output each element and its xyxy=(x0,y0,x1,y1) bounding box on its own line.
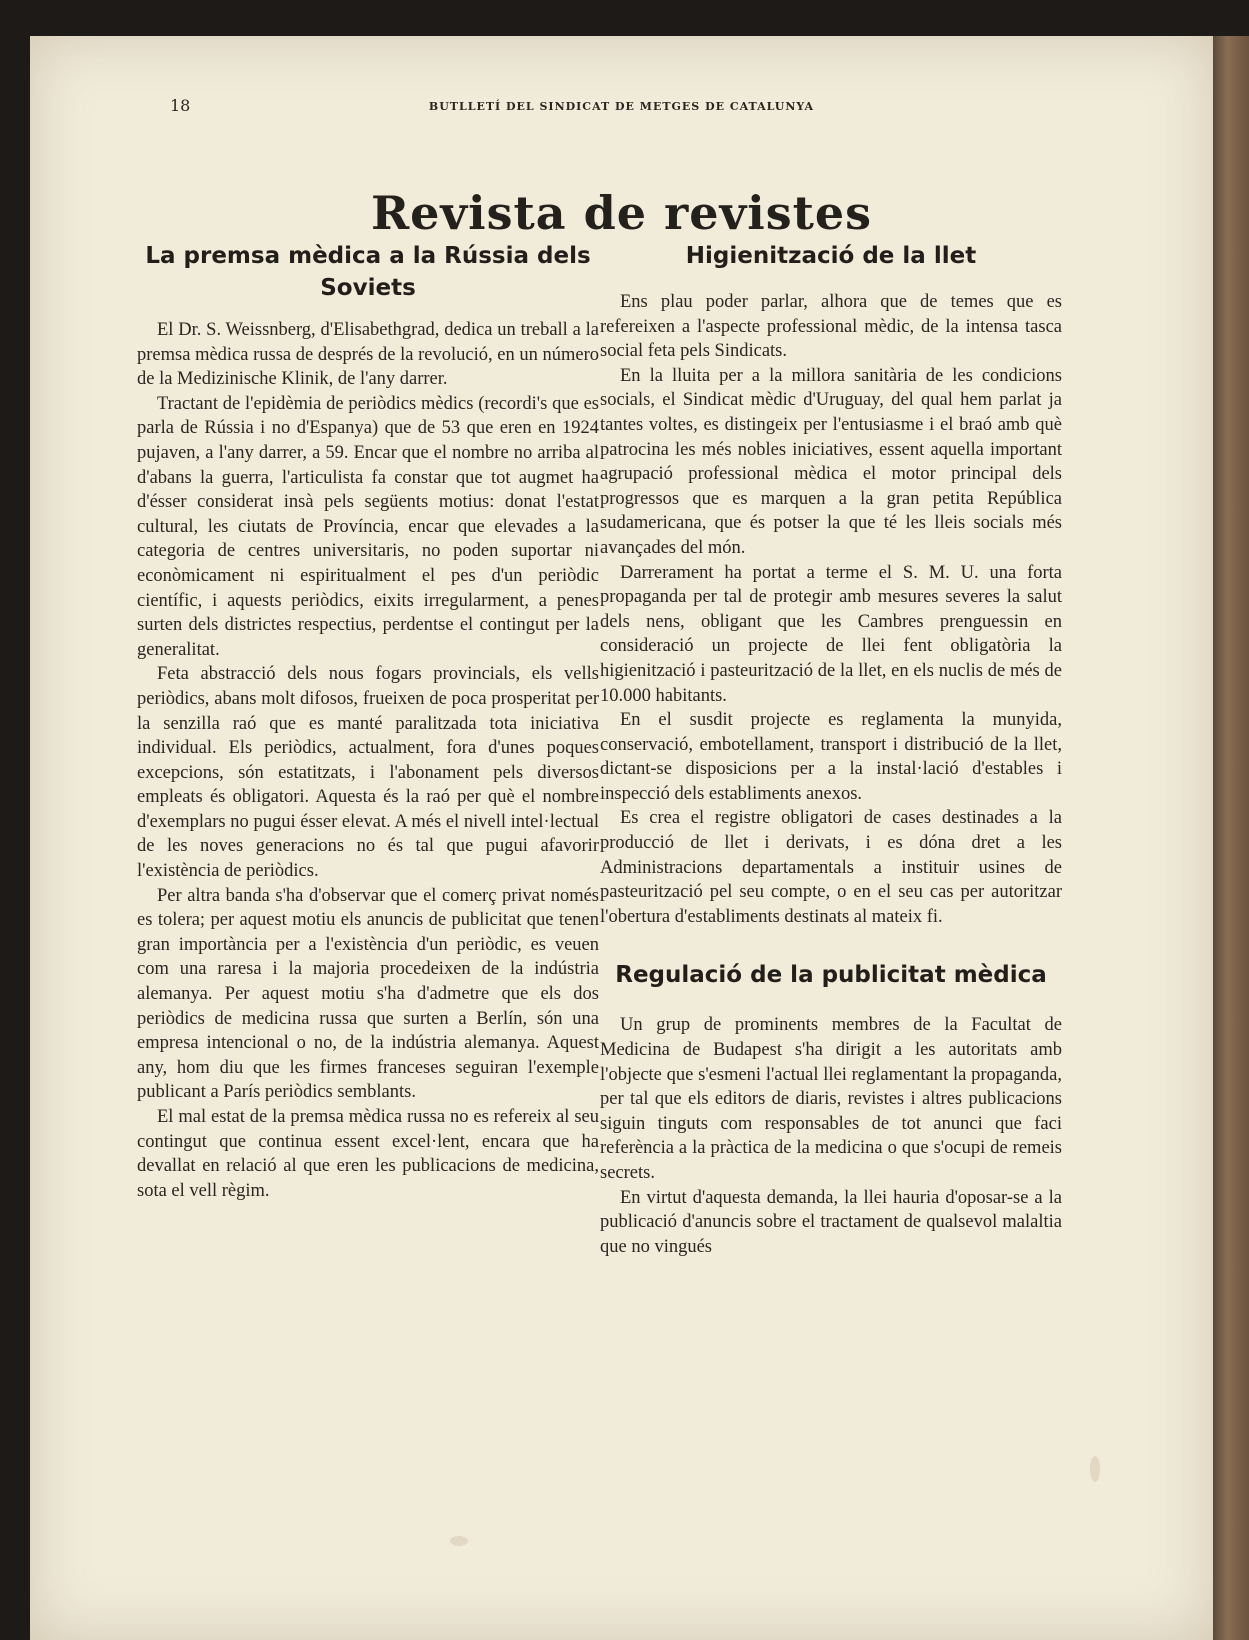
paragraph xyxy=(137,1105,599,1203)
paragraph-text: El mal estat de la premsa mèdica russa no es refereix al seu contingut que continua essent excel·lent, encara que ha devallat en relació al que eren les publicacions de medicina, sota el vell règim. xyxy=(137,1107,599,1201)
paragraph-text: En la lluita per a la millora sanitària de les condicions socials, el Sindicat mèdic d'Uruguay, del qual hem parlat ja tantes voltes, es distingeix per l'entusiasme i el braó amb què patrocina les més nobles iniciatives, essent aquella important agrupació professional mèdica el motor principal dels progressos que es marquen a la gran petita República sudamericana, que és potser la que té les lleis socials més avançades del món. xyxy=(600,365,1062,558)
paragraph-text: Es crea el registre obligatori de cases destinades a la producció de llet i derivats, i es dóna dret a les Administracions departamentals a instituir usines de pasteurització pel seu compte, o en el seu cas per autoritzar l'obertura d'establiments destinats al mateix fi. xyxy=(600,808,1062,927)
paper-spot xyxy=(450,1536,468,1546)
paragraph-text: El Dr. S. Weissnberg, d'Elisabethgrad, dedica un treball a la premsa mèdica russa de després de la revolució, en un número de la Medizinische Klinik, de l'any darrer. xyxy=(137,320,599,390)
paragraph-text: En virtut d'aquesta demanda, la llei hauria d'oposar-se a la publicació d'anuncis sobre el tractament de qualsevol malaltia que no vingués xyxy=(600,1187,1062,1257)
paragraph-text: Per altra banda s'ha d'observar que el comerç privat només es tolera; per aquest motiu els anuncis de publicitat que tenen gran importància per a l'existència d'un periòdic, es veuen com una raresa i la majoria procedeixen de la indústria alemanya. Per aquest motiu s'ha d'admetre que els dos periòdics de medicina russa que surten a Berlín, són una empresa intencional o no, de la indústria alemanya. Aquest any, hom diu que les firmes franceses seguiran l'exemple publicant a París periòdics semblants. xyxy=(137,885,599,1103)
paragraph-text: En el susdit projecte es reglamenta la munyida, conservació, embotellament, transport i distribució de la llet, dictant-se disposicions per a la instal·lació d'estables i inspecció dels establiments anexos. xyxy=(600,710,1062,804)
book-edge xyxy=(1213,36,1249,1640)
page-title: Revista de revistes xyxy=(370,186,873,240)
section-heading: La premsa mèdica a la Rússia dels Soviets xyxy=(145,243,591,301)
paragraph-text: Ens plau poder parlar, alhora que de temes que es refereixen a l'aspecte professional mèdic, de la intensa tasca social feta pels Sindicats. xyxy=(600,292,1062,362)
paragraph xyxy=(137,318,599,392)
paragraph xyxy=(137,662,599,883)
right-column xyxy=(600,240,1062,1259)
paragraph xyxy=(600,290,1062,364)
paragraph xyxy=(600,806,1062,929)
paragraph xyxy=(600,1013,1062,1185)
page-number: 18 xyxy=(170,96,191,115)
paragraph xyxy=(600,1186,1062,1260)
paragraph xyxy=(600,708,1062,806)
paragraph xyxy=(600,561,1062,709)
paper-spot xyxy=(1090,1456,1100,1482)
paragraph-text: Darrerament ha portat a terme el S. M. U. una forta propaganda per tal de protegir amb mesures severes la salut dels nens, obligant que les Cambres prenguessin en consideració un projecte de llei fent obligatòria la higienització i pasteurització de la llet, en els nuclis de més de 10.000 habitants. xyxy=(600,562,1062,706)
section-heading: Regulació de la publicitat mèdica xyxy=(615,962,1047,989)
paragraph-text: Tractant de l'epidèmia de periòdics mèdics (recordi's que es parla de Rússia i no d'Espanya) que de 53 que eren en 1924 pujaven, a l'any darrer, a 59. Encar que el nombre no arriba al d'abans la guerra, l'articulista fa constar que tot augmet ha d'ésser considerat insà pels següents motius: donat l'estat cultural, les ciutats de Província, encar que elevades a la categoria de centres universitaris, no poden suportar ni econòmicament ni espiritualment el pes d'un periòdic científic, i aquests periòdics, eixits irregularment, a penes surten dels districtes respectius, perdentse el contingut per la generalitat. xyxy=(137,393,599,660)
paragraph xyxy=(137,392,599,663)
paragraph xyxy=(137,884,599,1105)
running-head: BUTLLETÍ DEL SINDICAT DE METGES DE CATALUNYA xyxy=(428,100,815,113)
left-column xyxy=(137,240,599,1203)
paragraph-text: Feta abstracció dels nous fogars provincials, els vells periòdics, abans molt difosos, frueixen de poca prosperitat per la senzilla raó que es manté paralitzada tota iniciativa individual. Els periòdics, actualment, fora d'unes poques excepcions, són estatitzats, i l'abonament pels diversos empleats és obligatori. Aquesta és la raó per què el nombre d'exemplars no pugui ésser elevat. A més el nivell intel·lectual de les noves generacions no és tal que pugui afavorir l'existència de periòdics. xyxy=(137,664,599,882)
section-heading: Higienització de la llet xyxy=(685,243,977,269)
page-header xyxy=(30,96,1213,126)
paragraph-text: Un grup de prominents membres de la Facultat de Medicina de Budapest s'ha dirigit a les autoritats amb l'objecte que s'esmeni l'actual llei reglamentant la propaganda, per tal que els editors de diaris, revistes i altres publicacions siguin tinguts com responsables de tot anunci que faci referència a la pràctica de la medicina o que s'ocupi de remeis secrets. xyxy=(600,1015,1062,1183)
paragraph xyxy=(600,364,1062,561)
